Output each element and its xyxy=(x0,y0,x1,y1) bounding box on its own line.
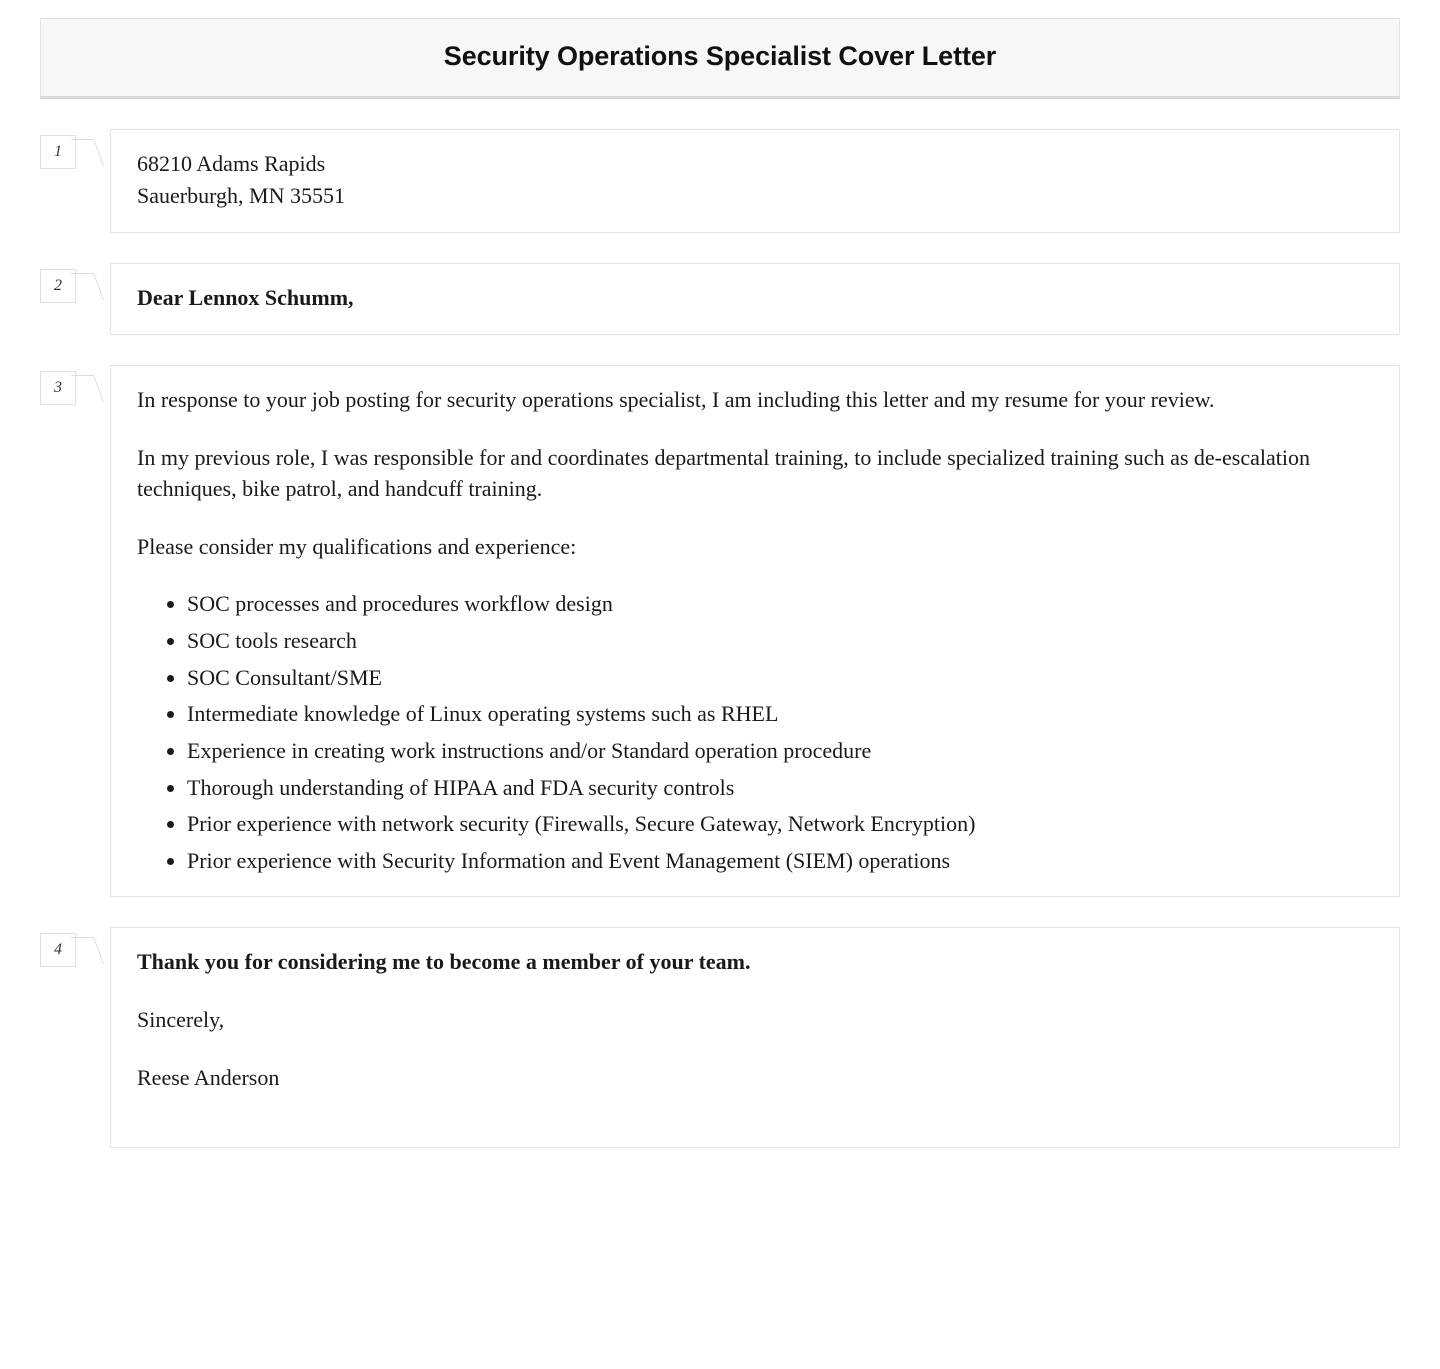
letter-block-closing xyxy=(40,927,1400,1149)
salutation-text: Dear Lennox Schumm, xyxy=(137,284,354,310)
body-block-body xyxy=(110,365,1400,897)
block-number-3: 3 xyxy=(40,371,76,405)
block-number-1: 1 xyxy=(40,135,76,169)
address-line-1: 68210 Adams Rapids xyxy=(137,151,326,176)
closing-block-body xyxy=(110,927,1400,1149)
letter-block-salutation xyxy=(40,263,1400,335)
closing-sincerely: Sincerely, xyxy=(137,1006,225,1032)
body-paragraph-1: In response to your job posting for security operations specialist, I am including this letter and my resume for your review. xyxy=(137,386,1215,412)
block-number-2: 2 xyxy=(40,269,76,303)
address-block-body xyxy=(110,129,1400,233)
list-item: • Intermediate knowledge of Linux operating systems such as RHEL xyxy=(187,699,1373,729)
list-item: • SOC tools research xyxy=(187,626,1373,656)
list-item: • Experience in creating work instructions and/or Standard operation procedure xyxy=(187,736,1373,766)
list-item: • Thorough understanding of HIPAA and FDA security controls xyxy=(187,773,1373,803)
block-connector xyxy=(76,927,110,1149)
block-number-4: 4 xyxy=(40,933,76,967)
list-item: • SOC processes and procedures workflow design xyxy=(187,589,1373,619)
address-line-2: Sauerburgh, MN 35551 xyxy=(137,182,345,208)
body-paragraph-2: In my previous role, I was responsible for and coordinates departmental training, to include specialized training such as de-escalation techniques, bike patrol, and handcuff training. xyxy=(137,444,1310,502)
list-item: • SOC Consultant/SME xyxy=(187,663,1373,693)
body-paragraph-3: Please consider my qualifications and experience: xyxy=(137,534,577,560)
signature-name: Reese Anderson xyxy=(137,1064,280,1090)
letter-block-address xyxy=(40,129,1400,233)
block-connector xyxy=(76,365,110,897)
salutation-block-body xyxy=(110,263,1400,335)
letter-block-body xyxy=(40,365,1400,897)
qualifications-list xyxy=(137,589,1373,876)
block-connector xyxy=(76,263,110,335)
document-header xyxy=(40,18,1400,99)
block-connector xyxy=(76,129,110,233)
page-title: Security Operations Specialist Cover Letter xyxy=(443,41,997,71)
list-item: • Prior experience with network security (Firewalls, Secure Gateway, Network Encryption) xyxy=(187,809,1373,839)
closing-thanks: Thank you for considering me to become a member of your team. xyxy=(137,948,751,974)
list-item: • Prior experience with Security Information and Event Management (SIEM) operations xyxy=(187,846,1373,876)
